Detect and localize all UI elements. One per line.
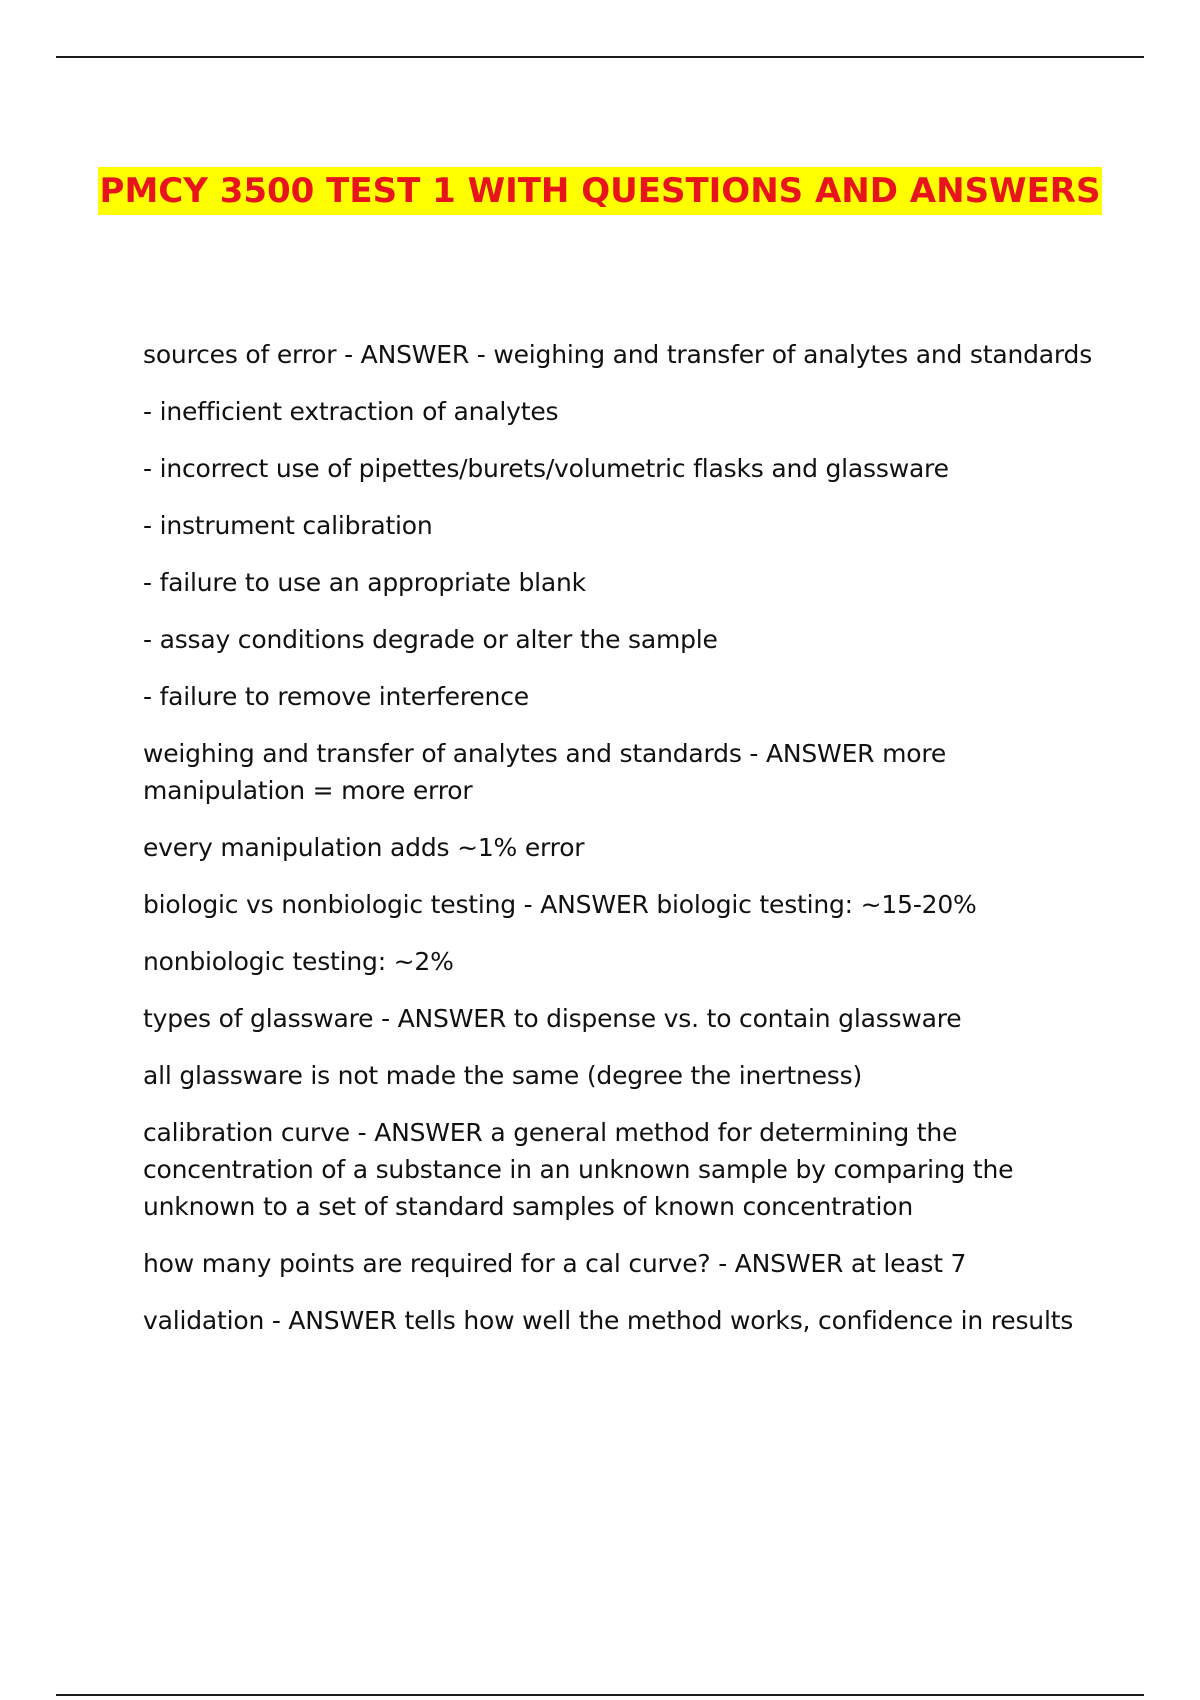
qa-paragraph: - failure to remove interference [143,682,529,711]
qa-paragraph: - incorrect use of pipettes/burets/volumetric flasks and glassware [143,454,949,483]
qa-paragraph: nonbiologic testing: ~2% [143,947,454,976]
qa-paragraph: biologic vs nonbiologic testing - ANSWER biologic testing: ~15-20% [143,890,977,919]
qa-paragraph: calibration curve - ANSWER a general method for determining the concentration of a substance in an unknown sample by comparing the unknown to a set of standard samples of known concentration [143,1118,1014,1221]
qa-paragraph: weighing and transfer of analytes and standards - ANSWER more manipulation = more error [143,739,947,805]
qa-paragraph: - instrument calibration [143,511,433,540]
qa-paragraph: every manipulation adds ~1% error [143,833,585,862]
qa-paragraph: types of glassware - ANSWER to dispense vs. to contain glassware [143,1004,962,1033]
page-title [0,161,1200,221]
qa-paragraph: sources of error - ANSWER - weighing and transfer of analytes and standards [143,340,1093,369]
qa-paragraph: - assay conditions degrade or alter the sample [143,625,718,654]
page-title-text: PMCY 3500 TEST 1 WITH QUESTIONS AND ANSWERS [98,167,1103,215]
qa-paragraph: - failure to use an appropriate blank [143,568,586,597]
qa-paragraph: - inefficient extraction of analytes [143,397,559,426]
qa-content [143,336,1103,1359]
bottom-rule [56,1694,1144,1696]
qa-paragraph: all glassware is not made the same (degree the inertness) [143,1061,863,1090]
top-rule [56,56,1144,58]
qa-paragraph: how many points are required for a cal curve? - ANSWER at least 7 [143,1249,967,1278]
qa-paragraph: validation - ANSWER tells how well the method works, confidence in results [143,1306,1074,1335]
